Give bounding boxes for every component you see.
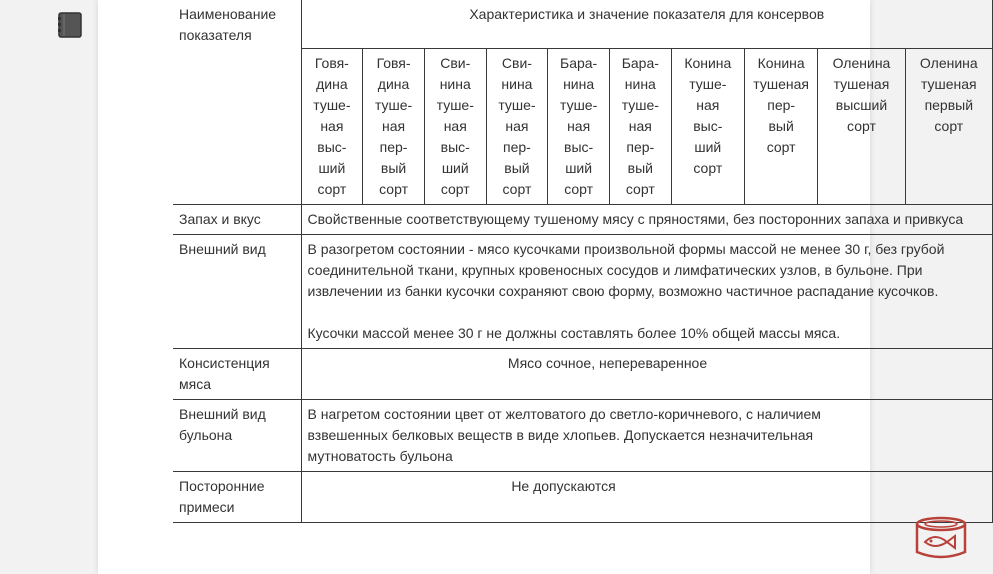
row-value: Мясо сочное, непереваренное <box>507 355 708 371</box>
product-cell <box>548 49 610 205</box>
header-name-cell <box>173 0 301 205</box>
row-name: Консистенция мяса <box>179 355 270 392</box>
row-name-cell <box>173 205 301 235</box>
header-characteristic-cell <box>301 0 992 49</box>
table-row <box>173 349 993 400</box>
row-name-cell <box>173 400 301 472</box>
characteristics-table <box>173 0 993 523</box>
row-value-cell <box>301 349 992 400</box>
table-header-row <box>173 0 993 49</box>
product-cell <box>671 49 744 205</box>
table-row <box>173 235 993 349</box>
header-name: Наименование показателя <box>179 6 277 43</box>
row-name: Внешний вид бульона <box>179 406 266 443</box>
row-value: В разогретом состоянии - мясо кусочками произвольной формы массой не менее 30 г, без грубой соединительной ткани, крупных кровеносных сосудов и лимфатических узлов, в бульоне. При извлечении из банки кусочки сохраняют свою форму, возможно частичное распадание кусочков. <box>307 241 945 299</box>
row-name-cell <box>173 235 301 349</box>
table-row <box>173 205 993 235</box>
product-label: Оленина тушеная первый сорт <box>919 55 978 134</box>
product-label: Конина туше- ная выс- ший сорт <box>684 55 732 176</box>
row-name: Посторонние примеси <box>179 478 265 515</box>
header-characteristic: Характеристика и значение показателя для консервов <box>469 6 825 22</box>
row-name-cell <box>173 349 301 400</box>
product-label: Бара- нина туше- ная пер- вый сорт <box>621 55 659 197</box>
document-page <box>98 0 978 574</box>
table-viewport <box>173 0 978 574</box>
product-label: Оленина тушеная высший сорт <box>832 55 891 134</box>
row-name: Запах и вкус <box>179 211 261 227</box>
product-cell <box>486 49 548 205</box>
row-name-cell <box>173 472 301 523</box>
fish-can-icon[interactable] <box>915 516 967 560</box>
row-value-cell <box>301 472 992 523</box>
product-label: Конина тушеная пер- вый сорт <box>753 55 809 155</box>
product-cell <box>744 49 817 205</box>
product-label: Бара- нина туше- ная выс- ший сорт <box>560 55 598 197</box>
product-label: Говя- дина туше- ная пер- вый сорт <box>374 55 413 197</box>
row-value-note: Кусочки массой менее 30 г не должны составлять более 10% общей массы мяса. <box>307 325 841 341</box>
product-label: Сви- нина туше- ная выс- ший сорт <box>436 55 474 197</box>
row-value-cell <box>301 205 992 235</box>
row-name: Внешний вид <box>179 241 266 257</box>
product-cell <box>363 49 425 205</box>
product-label: Сви- нина туше- ная пер- вый сорт <box>498 55 536 197</box>
notebook-icon[interactable] <box>58 12 82 38</box>
product-cell <box>818 49 905 205</box>
row-value: Свойственные соответствующему тушеному мясу с пряностями, без посторонних запаха и привкуса <box>307 211 964 227</box>
product-label: Говя- дина туше- ная выс- ший сорт <box>313 55 351 197</box>
table-row <box>173 472 993 523</box>
product-cell <box>905 49 992 205</box>
row-value: Не допускаются <box>511 478 616 494</box>
product-cell <box>424 49 486 205</box>
product-cell <box>609 49 671 205</box>
row-value-cell <box>301 235 992 349</box>
row-value: В нагретом состоянии цвет от желтоватого до светло-коричневого, с наличием взвешенных белковых веществ в виде хлопьев. Допускается незначительная мутноватость бульона <box>307 406 821 464</box>
row-value-cell <box>301 400 992 472</box>
product-cell <box>301 49 363 205</box>
table-row <box>173 400 993 472</box>
